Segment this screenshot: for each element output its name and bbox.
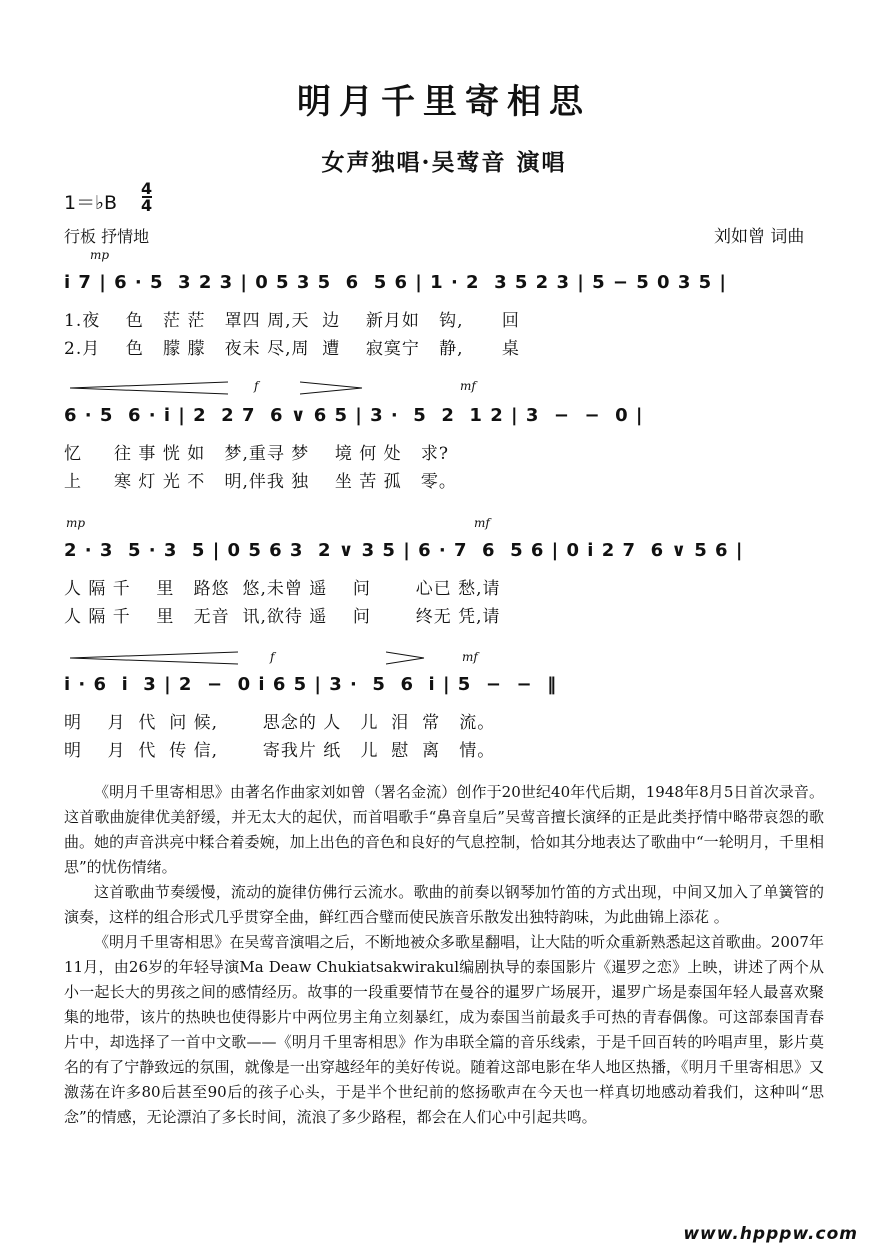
time-signature-bottom: 4 bbox=[141, 196, 153, 215]
paragraph: 这首歌曲节奏缓慢，流动的旋律仿佛行云流水。歌曲的前奏以钢琴加竹笛的方式出现，中间又加入了单簧管的演奏，这样的组合形式几乎贯穿全曲，鲜红西合璧而使民族音乐散发出独特韵味，为此曲锦上添花 。 bbox=[64, 883, 824, 926]
dynamic-mark: f bbox=[270, 650, 275, 664]
time-signature bbox=[141, 181, 152, 213]
composer-credit: 刘如曾 词曲 bbox=[714, 227, 805, 247]
dynamic-mark: mp bbox=[66, 516, 86, 530]
tempo-marking: 行板 抒情地 bbox=[64, 227, 150, 246]
lyric-verse-1: 忆 往 事 恍 如 梦,重寻 梦 境 何 处 求? bbox=[64, 444, 449, 464]
dynamic-mark: mp bbox=[90, 248, 110, 262]
lyric-verse-2: 2.月 色 朦 朦 夜未 尽,周 遭 寂寞宁 静, 桌 bbox=[64, 339, 520, 359]
song-title: 明月千里寄相思 bbox=[297, 82, 591, 122]
paragraph: 《明月千里寄相思》由著名作曲家刘如曾（署名金流）创作于20世纪40年代后期，1948年8月5日首次录音。这首歌曲旋律优美舒缓，并无太大的起伏，而首唱歌手“鼻音皇后”吴莺音擅长演绎的正是此类抒情中略带哀怨的歌曲。她的声音洪亮中糅合着委婉，加上出色的音色和良好的气息控制，恰如其分地表达了歌曲中“一轮明月，千里相思”的忧伤情绪。 bbox=[64, 783, 824, 876]
key-signature: 1＝♭B bbox=[64, 192, 118, 214]
lyric-verse-2: 人 隔 千 里 无音 讯,欲待 遥 问 终无 凭,请 bbox=[64, 607, 501, 627]
time-signature-top: 4 bbox=[141, 179, 153, 198]
crescendo-hairpin bbox=[70, 651, 240, 665]
lyric-verse-2: 明 月 代 传 信, 寄我片 纸 儿 慰 离 情。 bbox=[64, 741, 496, 761]
notation-line: i · 6 i 3 | 2 − 0 i 6 5 | 3 · 5 6 i | 5 − − ‖ bbox=[64, 674, 558, 695]
article-text bbox=[64, 780, 824, 1130]
site-watermark: www.hpppw.com bbox=[683, 1224, 858, 1244]
decrescendo-hairpin bbox=[386, 651, 426, 665]
dynamic-mark: mf bbox=[462, 650, 478, 664]
lyric-verse-1: 1.夜 色 茫 茫 罩四 周,天 边 新月如 钩, 回 bbox=[64, 311, 520, 331]
decrescendo-hairpin bbox=[300, 381, 364, 395]
dynamic-mark: mf bbox=[474, 516, 490, 530]
notation-line: 2 · 3 5 · 3 5 | 0 5 6 3 2 ∨ 3 5 | 6 · 7 6 5 6 | 0 i 2 7 6 ∨ 5 6 | bbox=[64, 540, 744, 561]
crescendo-hairpin bbox=[70, 381, 230, 395]
dynamic-mark: mf bbox=[460, 379, 476, 393]
song-subtitle: 女声独唱·吴莺音 演唱 bbox=[321, 149, 567, 176]
lyric-verse-2: 上 寒 灯 光 不 明,伴我 独 坐 苦 孤 零。 bbox=[64, 472, 457, 492]
paragraph: 《明月千里寄相思》在吴莺音演唱之后，不断地被众多歌星翻唱，让大陆的听众重新熟悉起这首歌曲。2007年11月，由26岁的年轻导演Ma Deaw Chukiatsakwirakul编剧执导的泰国影片《暹罗之恋》上映，讲述了两个从小一起长大的男孩之间的感情经历。故事的一段重要情节在曼谷的暹罗广场展开，暹罗广场是泰国年轻人最喜欢聚集的地带，该片的热映也使得影片中两位男主角立刻暴红，成为泰国当前最炙手可热的青春偶像。可这部泰国青春片中，却选择了一首中文歌——《明月千里寄相思》作为串联全篇的音乐线索，于是千回百转的吟唱声里，影片莫名的有了宁静致远的氛围，就像是一出穿越经年的美好传说。随着这部电影在华人地区热播，《明月千里寄相思》又激荡在许多80后甚至90后的孩子心头，于是半个世纪前的悠扬歌声在今天也一样真切地感动着我们，这种叫“思念”的情感，无论漂泊了多长时间，流浪了多少路程，都会在人们心中引起共鸣。 bbox=[64, 933, 824, 1126]
dynamic-mark: f bbox=[254, 379, 259, 393]
lyric-verse-1: 明 月 代 问 候, 思念的 人 儿 泪 常 流。 bbox=[64, 713, 496, 733]
notation-line: i 7 | 6 · 5 3 2 3 | 0 5 3 5 6 5 6 | 1 · 2 3 5 2 3 | 5 − 5 0 3 5 | bbox=[64, 272, 727, 293]
notation-line: 6 · 5 6 · i | 2 2 7 6 ∨ 6 5 | 3 · 5 2 1 2 | 3 − − 0 | bbox=[64, 405, 644, 426]
lyric-verse-1: 人 隔 千 里 路悠 悠,未曾 遥 问 心已 愁,请 bbox=[64, 579, 501, 599]
